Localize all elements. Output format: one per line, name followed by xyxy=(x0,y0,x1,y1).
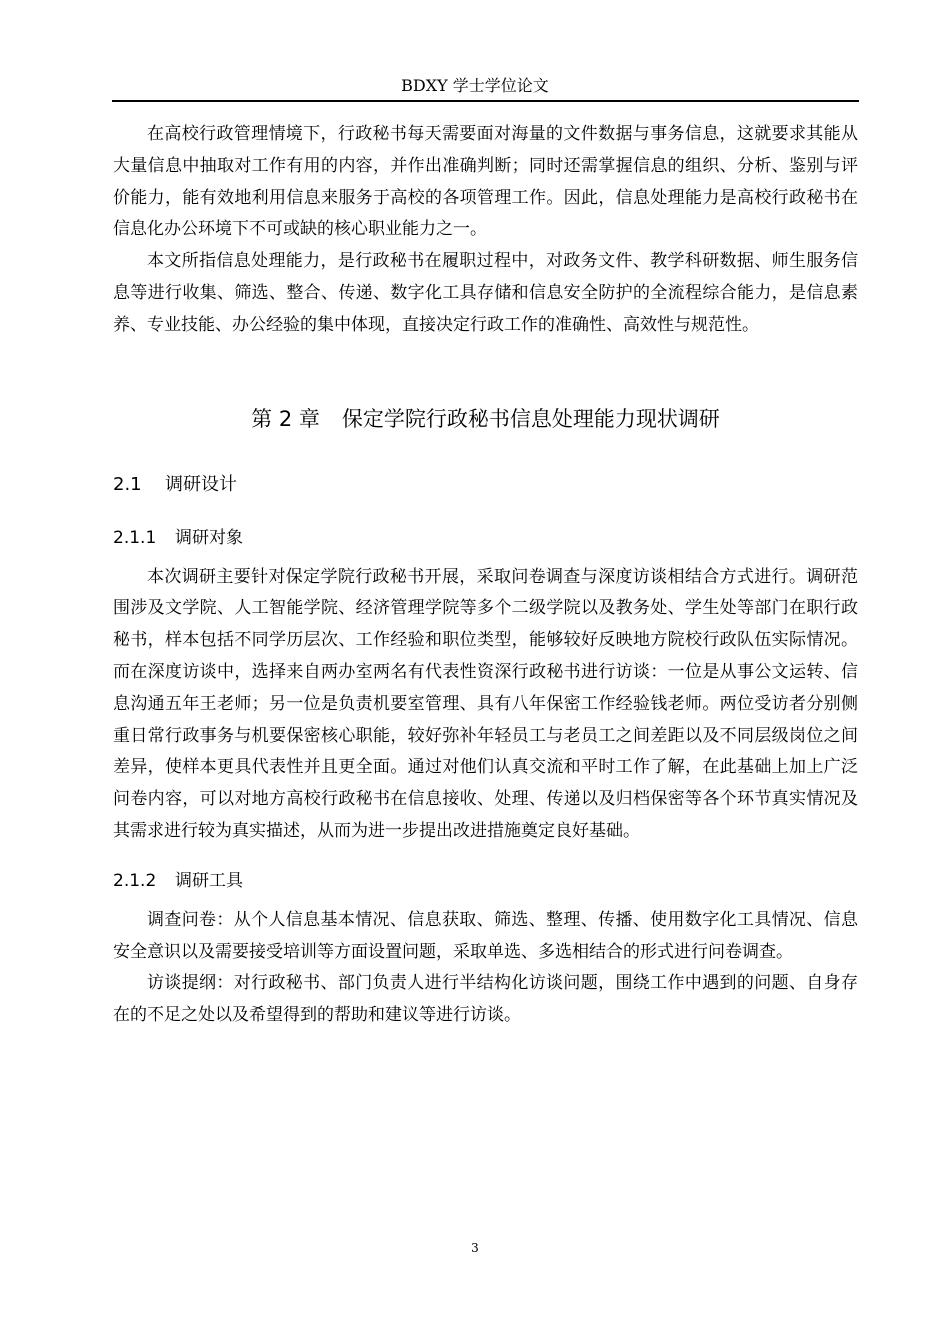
section-heading xyxy=(113,472,858,498)
chapter-heading xyxy=(113,404,858,434)
subsection-title-1: 调研对象 xyxy=(175,527,243,548)
running-header: BDXY 学士学位论文 xyxy=(401,76,549,95)
subsection-heading-2 xyxy=(113,868,858,894)
subsection-heading-1 xyxy=(113,525,858,551)
subsection-2-paragraph-1: 调查问卷：从个人信息基本情况、信息获取、筛选、整理、传播、使用数字化工具情况、信息安全意识以及需要接受培训等方面设置问题，采取单选、多选相结合的形式进行问卷调查。 xyxy=(113,909,858,962)
intro-paragraph-2: 本文所指信息处理能力，是行政秘书在履职过程中，对政务文件、教学科研数据、师生服务信息等进行收集、筛选、整合、传递、数字化工具存储和信息安全防护的全流程综合能力，是信息素养、专业技能、办公经验的集中体现，直接决定行政工作的准确性、高效性与规范性。 xyxy=(113,251,858,335)
chapter-title: 保定学院行政秘书信息处理能力现状调研 xyxy=(341,406,720,431)
subsection-2-paragraph-2: 访谈提纲：对行政秘书、部门负责人进行半结构化访谈问题，围绕工作中遇到的问题、自身存在的不足之处以及希望得到的帮助和建议等进行访谈。 xyxy=(113,973,858,1026)
page-number: 3 xyxy=(471,1241,479,1255)
subsection-number-1: 2.1.1 xyxy=(113,527,157,548)
section-number: 2.1 xyxy=(113,473,142,495)
subsection-title-2: 调研工具 xyxy=(175,870,243,891)
subsection-number-2: 2.1.2 xyxy=(113,870,157,891)
subsection-1-paragraph-1: 本次调研主要针对保定学院行政秘书开展，采取问卷调查与深度访谈相结合方式进行。调研范围涉及文学院、人工智能学院、经济管理学院等多个二级学院以及教务处、学生处等部门在职行政秘书，样本包括不同学历层次、工作经验和职位类型，能够较好反映地方院校行政队伍实际情况。而在深度访谈中，选择来自两办室两名有代表性资深行政秘书进行访谈：一位是从事公文运转、信息沟通五年王老师；另一位是负责机要室管理、具有八年保密工作经验钱老师。两位受访者分别侧重日常行政事务与机要保密核心职能，较好弥补年轻员工与老员工之间差距以及不同层级岗位之间差异，使样本更具代表性并且更全面。通过对他们认真交流和平时工作了解，在此基础上加上广泛问卷内容，可以对地方高校行政秘书在信息接收、处理、传递以及归档保密等各个环节真实情况及其需求进行较为真实描述，从而为进一步提出改进措施奠定良好基础。 xyxy=(113,566,858,841)
page-body xyxy=(113,119,858,1032)
chapter-number: 第 2 章 xyxy=(251,406,320,431)
section-title: 调研设计 xyxy=(165,473,237,495)
header-rule xyxy=(112,100,859,102)
intro-paragraph-1: 在高校行政管理情境下，行政秘书每天需要面对海量的文件数据与事务信息，这就要求其能从大量信息中抽取对工作有用的内容，并作出准确判断；同时还需掌握信息的组织、分析、鉴别与评价能力，能有效地利用信息来服务于高校的各项管理工作。因此，信息处理能力是高校行政秘书在信息化办公环境下不可或缺的核心职业能力之一。 xyxy=(113,124,858,240)
